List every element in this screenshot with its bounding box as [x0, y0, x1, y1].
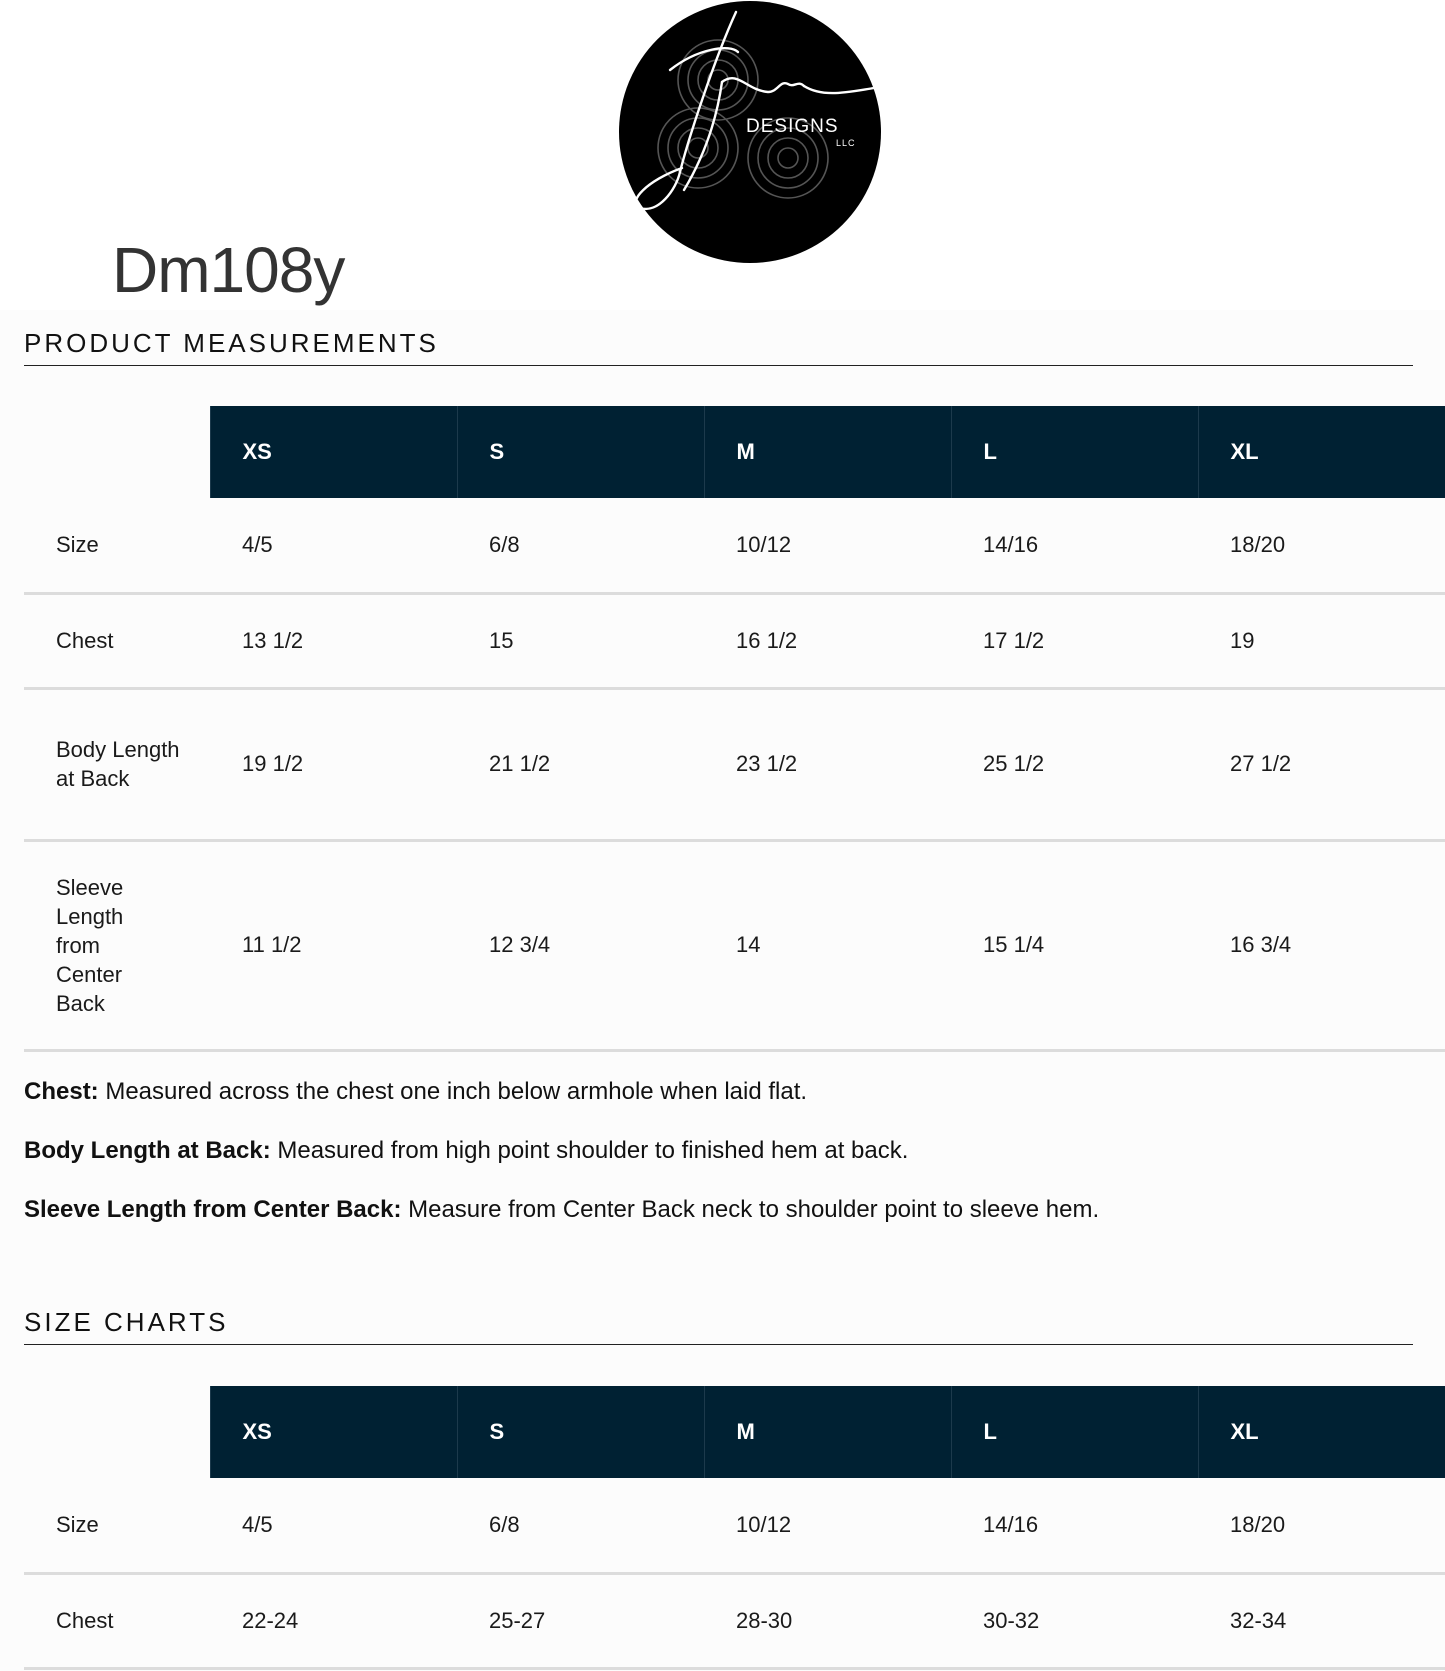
table-cell: 27 1/2 [1198, 688, 1445, 840]
size-header: S [457, 1386, 704, 1478]
note-term: Chest: [24, 1078, 99, 1105]
table-cell: 28-30 [704, 1573, 951, 1668]
table-cell: 11 1/2 [210, 840, 457, 1050]
table-cell: 15 [457, 593, 704, 688]
size-chart-table [24, 1386, 1445, 1670]
row-label: Body Length at Back [24, 688, 210, 840]
size-header: L [951, 406, 1198, 498]
note-term: Sleeve Length from Center Back: [24, 1196, 402, 1223]
table-cell: 16 1/2 [704, 593, 951, 688]
size-header: XS [210, 1386, 457, 1478]
table-cell: 10/12 [704, 1478, 951, 1573]
header-blank [24, 1386, 210, 1478]
table-row [24, 1573, 1445, 1668]
table-cell: 14/16 [951, 498, 1198, 593]
table-cell: 6/8 [457, 498, 704, 593]
note-sleeve-length [24, 1196, 1099, 1224]
note-term: Body Length at Back: [24, 1137, 271, 1164]
row-label: Chest [24, 1573, 210, 1668]
table-cell: 6/8 [457, 1478, 704, 1573]
table-cell: 21 1/2 [457, 688, 704, 840]
brand-logo [618, 0, 882, 264]
note-text: Measured from high point shoulder to finished hem at back. [270, 1137, 909, 1164]
table-cell: 22-24 [210, 1573, 457, 1668]
table-cell: 25-27 [457, 1573, 704, 1668]
size-header: M [704, 406, 951, 498]
size-header: L [951, 1386, 1198, 1478]
table-cell: 12 3/4 [457, 840, 704, 1050]
table-cell: 4/5 [210, 498, 457, 593]
table-cell: 14/16 [951, 1478, 1198, 1573]
note-text: Measure from Center Back neck to shoulder point to sleeve hem. [401, 1196, 1100, 1223]
section-divider [24, 365, 1413, 366]
table-cell: 23 1/2 [704, 688, 951, 840]
product-code: Dm108y [112, 234, 345, 306]
note-chest [24, 1078, 1099, 1106]
size-charts-title: SIZE CHARTS [24, 1307, 229, 1337]
table-cell: 32-34 [1198, 1573, 1445, 1668]
header-blank [24, 406, 210, 498]
note-text: Measured across the chest one inch below armhole when laid flat. [98, 1078, 808, 1105]
table-row [24, 688, 1445, 840]
size-header: XL [1198, 406, 1445, 498]
table-cell: 18/20 [1198, 1478, 1445, 1573]
table-cell: 19 [1198, 593, 1445, 688]
measurements-table [24, 406, 1445, 1052]
section-divider [24, 1344, 1413, 1345]
table-cell: 30-32 [951, 1573, 1198, 1668]
row-label: Size [24, 498, 210, 593]
table-cell: 10/12 [704, 498, 951, 593]
logo-llc: LLC [836, 138, 856, 148]
table-cell: 16 3/4 [1198, 840, 1445, 1050]
measurements-title: PRODUCT MEASUREMENTS [24, 328, 439, 358]
size-header: XS [210, 406, 457, 498]
table-cell: 14 [704, 840, 951, 1050]
row-label: Size [24, 1478, 210, 1573]
row-label: Sleeve Length from Center Back [24, 840, 210, 1050]
table-cell: 19 1/2 [210, 688, 457, 840]
header-row [24, 1386, 1445, 1478]
table-row [24, 498, 1445, 593]
logo-wordmark: DESIGNS [746, 116, 839, 137]
table-cell: 4/5 [210, 1478, 457, 1573]
size-header: XL [1198, 1386, 1445, 1478]
table-cell: 17 1/2 [951, 593, 1198, 688]
measurement-notes [24, 1078, 1099, 1255]
table-cell: 18/20 [1198, 498, 1445, 593]
size-header: M [704, 1386, 951, 1478]
table-row [24, 1478, 1445, 1573]
table-cell: 25 1/2 [951, 688, 1198, 840]
table-cell: 15 1/4 [951, 840, 1198, 1050]
header-row [24, 406, 1445, 498]
table-row [24, 593, 1445, 688]
table-row [24, 840, 1445, 1050]
size-header: S [457, 406, 704, 498]
table-cell: 13 1/2 [210, 593, 457, 688]
row-label: Chest [24, 593, 210, 688]
note-body-length [24, 1137, 1099, 1165]
